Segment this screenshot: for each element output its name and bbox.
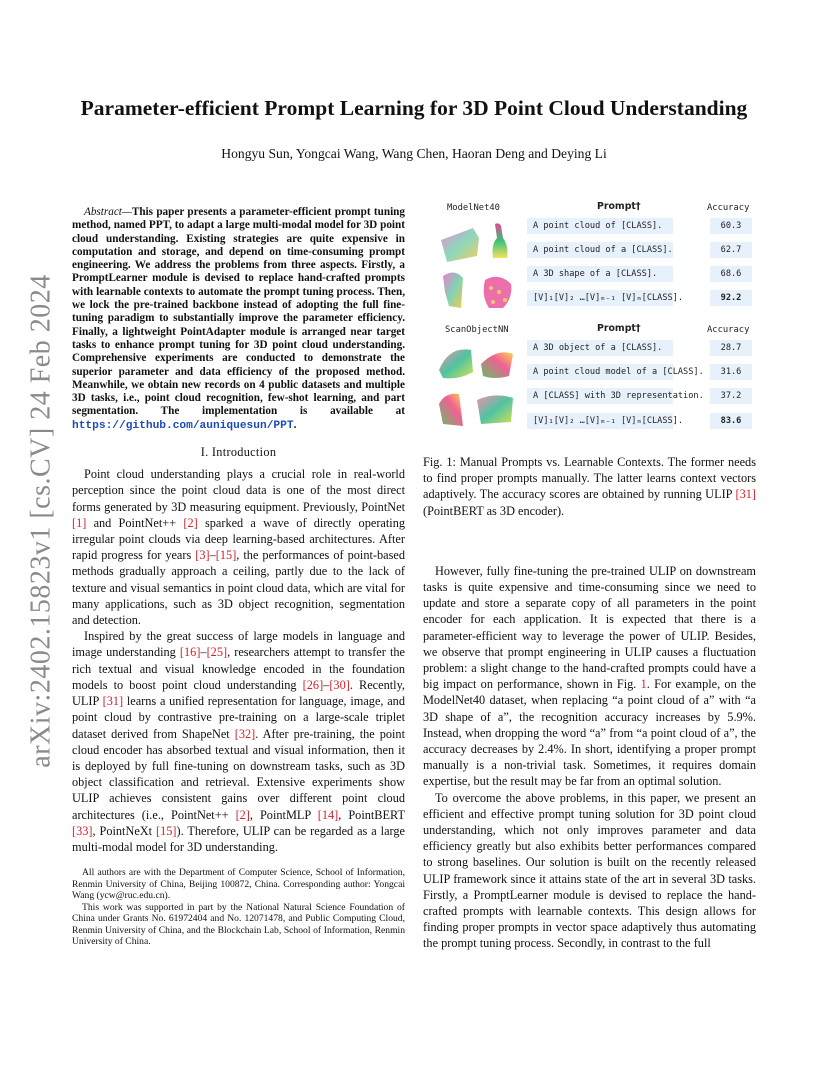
paper-authors: Hongyu Sun, Yongcai Wang, Wang Chen, Haoran Deng and Deying Li: [221, 146, 607, 161]
text-span: –: [209, 548, 216, 563]
piano-shape: [441, 228, 479, 262]
right-paragraph-2: To overcome the above problems, in this paper, we present an efficient and effective prompt tuning solution for 3D point cloud understanding, which not only improves parameter and data efficiency greatly but also exhibits better performances compared to strong baselines. Our solution is built on the recently released ULIP framework since it attains state of the art in several 3D tasks. Firstly, a PromptLearner module is devised to replace the hand-crafted prompts with learnable contexts. This design allows for finding proper prompts in vector space adaptively thus automating the prompt tuning process. Secondly, in contrast to the full: [423, 790, 756, 951]
figure-reference-link[interactable]: 1: [640, 677, 647, 692]
github-link[interactable]: https://github.com/auniquesun/PPT: [72, 419, 294, 432]
text-span: However, fully fine-tuning the pre-trained ULIP on downstream tasks is quite expensive and time-consuming since we need to update and store a separate copy of all parameters in the point encoder for each application. It is expected that there is a parameter-efficient way to leverage the power of ULIP. Besides, we observe that prompt engineering in ULIP causes a fluctuation problem: a slight change to the hand-crafted prompts could have a big impact on performance, shown in Fig.: [423, 563, 756, 692]
arxiv-sidebar: [22, 274, 62, 768]
text-span: . Recently, ULIP: [72, 677, 405, 709]
scanobjectnn-point-cloud-thumbnails: [433, 340, 521, 436]
citation-link[interactable]: [15]: [156, 823, 177, 838]
prompt-row: A 3D object of a [CLASS].: [527, 340, 673, 356]
abstract-label: Abstract—: [84, 206, 132, 218]
text-span: , researchers attempt to transfer the rich textual and visual knowledge encoded in the foundation models to boost point cloud understanding: [72, 645, 405, 692]
figure-caption: [423, 454, 756, 519]
citation-link[interactable]: [16]: [179, 645, 201, 660]
text-span: –: [323, 677, 330, 692]
text-span: and PointNet++: [86, 515, 184, 530]
citation-link[interactable]: [15]: [215, 548, 237, 563]
prompt-row: A point cloud of a [CLASS].: [527, 242, 673, 258]
citation-link[interactable]: [3]: [195, 548, 210, 563]
citation-link[interactable]: [33]: [72, 823, 93, 838]
text-span: Point cloud understanding plays a crucial role in real-world perception since the point cloud data is one of the most direct forms generated by 3D measuring equipment. Previously, PointNet: [72, 467, 405, 514]
citation-link[interactable]: [25]: [206, 645, 228, 660]
dataset-label-scanobjectnn: ScanObjectNN: [445, 325, 509, 335]
abstract-period: .: [293, 418, 297, 431]
prompt-row: A point cloud model of a [CLASS].: [527, 364, 673, 380]
section-title-introduction: I. Introduction: [200, 445, 277, 460]
citation-link[interactable]: [30]: [329, 677, 350, 692]
accuracy-cell: 28.7: [710, 340, 752, 356]
learnable-prompt-row: [V]₁[V]₂ …[V]ₘ₋₁ [V]ₘ[CLASS].: [527, 290, 673, 306]
text-span: , PointMLP: [249, 807, 318, 822]
prompt-row: A 3D shape of a [CLASS].: [527, 266, 673, 282]
scan-object-2: [481, 352, 513, 378]
citation-link[interactable]: [26]: [302, 677, 324, 692]
right-paragraph-1: [423, 563, 756, 790]
prompt-row: A [CLASS] with 3D representation.: [527, 388, 673, 404]
text-span: learns a unified representation for language, image, and point cloud by contrastive pre-training on a large-scale triplet dataset derived from ShapeNet: [72, 694, 405, 741]
citation-link[interactable]: [2]: [235, 807, 250, 822]
citation-link[interactable]: [2]: [183, 515, 198, 530]
citation-link[interactable]: [14]: [317, 807, 339, 822]
modelnet40-point-cloud-thumbnails: [433, 218, 521, 314]
text-span: –: [200, 645, 207, 660]
intro-paragraph-1: [72, 466, 405, 628]
accuracy-cell: 31.6: [710, 364, 752, 380]
scan-object-4: [477, 395, 513, 424]
text-span: , PointBERT: [338, 807, 405, 822]
text-span: sparked a wave of directly operating irregular point clouds via deep learning-based architectures. After rapid progress for years: [72, 515, 405, 563]
left-column: [72, 206, 405, 948]
text-span: , the performances of point-based methods gradually approach a ceiling, partly due to the lack of texture and visual semantics in point cloud data, which are vital for many applications, such as 3D object recognition, segmentation and detection.: [72, 548, 405, 628]
accuracy-header: Accuracy: [707, 203, 750, 213]
text-span: . For example, on the ModelNet40 dataset, when replacing “a point cloud of a” with “a 3D shape of a”, the recognition accuracy increases by 5.9%. Instead, when dropping the word “a” from “a point cloud of a”, the accuracy decreases by 2.4%. In short, identifying a proper prompt manually is a non-trivial task. Sometimes, it requires domain expertise, but the result may be far from an optimal solution.: [423, 677, 757, 789]
text-span: , PointNeXt: [92, 823, 157, 838]
citation-link[interactable]: [1]: [72, 515, 87, 530]
footnotes: [72, 867, 405, 948]
citation-link[interactable]: [31]: [735, 487, 756, 502]
accuracy-cell: 62.7: [710, 242, 752, 258]
accuracy-cell-best: 83.6: [710, 413, 752, 429]
scan-object-1: [439, 349, 473, 378]
accuracy-cell-best: 92.2: [710, 290, 752, 306]
prompt-row: A point cloud of [CLASS].: [527, 218, 673, 234]
intro-paragraph-2: [72, 628, 405, 855]
accuracy-cell: 37.2: [710, 388, 752, 404]
accuracy-cell: 60.3: [710, 218, 752, 234]
accuracy-cell: 68.6: [710, 266, 752, 282]
text-span: (PointBERT as 3D encoder).: [423, 503, 565, 518]
footnote-affiliation: All authors are with the Department of Computer Science, School of Information, Renmin University of China, Beijing 100872, China. Corresponding author: Yongcai Wang (ycw@ruc.edu.cn).: [72, 867, 405, 902]
dataset-label-modelnet40: ModelNet40: [447, 203, 500, 213]
text-span: . After pre-training, the point cloud encoder has absorbed textual and visual information, then it is deployed by full fine-tuning on downstream tasks, such as 3D object classification and retrieval. Extensive experiments show ULIP achieves consistent gains over different point cloud architectures (i.e., PointNet++: [72, 726, 405, 822]
bottle-shape: [493, 223, 508, 258]
abstract: [72, 206, 405, 433]
citation-link[interactable]: [31]: [102, 694, 124, 709]
prompt-header: Prompt†: [597, 201, 641, 212]
text-span: ). Therefore, ULIP can be regarded as a large multi-modal model for 3D understanding.: [72, 823, 406, 854]
learnable-prompt-row: [V]₁[V]₂ …[V]ₘ₋₁ [V]ₘ[CLASS].: [527, 413, 673, 429]
citation-link[interactable]: [32]: [234, 726, 256, 741]
chair-shape: [443, 272, 463, 308]
right-column: [423, 196, 756, 952]
text-span: Inspired by the great success of large models in language and image understanding: [72, 629, 405, 660]
paper-title: Parameter-efficient Prompt Learning for 3D Point Cloud Understanding: [80, 96, 748, 120]
text-span: Fig. 1: Manual Prompts vs. Learnable Contexts. The former needs to find proper prompts manually. The latter learns context vectors adaptively. The accuracy scores are obtained by running ULIP: [423, 455, 756, 502]
arxiv-id-text: arXiv:2402.15823v1 [cs.CV] 24 Feb 2024: [26, 274, 57, 768]
scan-object-3: [439, 394, 463, 426]
footnote-funding: This work was supported in part by the National Natural Science Foundation of China under Grants No. 61972404 and No. 12071478, and Public Computing Cloud, Renmin University of China, and the Blockchain Lab, School of Information, Renmin University of China.: [72, 901, 405, 948]
accuracy-header: Accuracy: [707, 325, 750, 335]
figure-1: [423, 196, 756, 442]
prompt-header: Prompt†: [597, 323, 641, 334]
abstract-text: This paper presents a parameter-efficient prompt tuning method, named PPT, to adapt a large multi-modal model for 3D point cloud understanding. Existing strategies are quite expensive in computation and storage, and depend on time-consuming prompt engineering. We address the problems from three aspects. Firstly, a PromptLearner module is devised to replace hand-crafted prompts with learnable contexts to automate the prompt tuning process. Then, we lock the pre-trained backbone instead of adopting the full fine-tuning paradigm to substantially improve the parameter efficiency. Finally, a lightweight PointAdapter module is arranged near target tasks to enhance prompt tuning for 3D point cloud understanding. Comprehensive experiments are conducted to demonstrate the superior parameter and data efficiency of the proposed method. Meanwhile, we obtain new records on 4 public datasets and multiple 3D tasks, i.e., point cloud recognition, few-shot learning, and part segmentation. The implementation is available at: [72, 206, 405, 418]
